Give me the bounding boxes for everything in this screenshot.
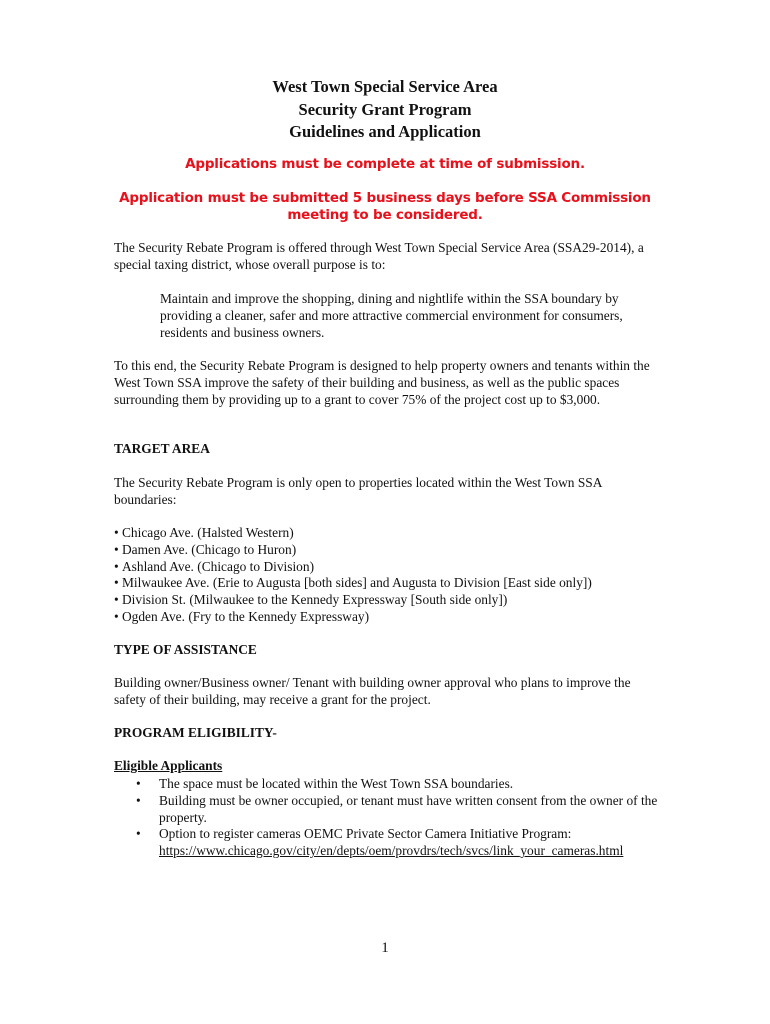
title-line-2: Security Grant Program <box>298 99 472 119</box>
camera-program-link[interactable]: https://www.chicago.gov/city/en/depts/oem/provdrs/tech/svcs/link_your_cameras.html <box>159 843 624 859</box>
list-item: • Building must be owner occupied, or tenant must have written consent from the owner of the property. <box>114 793 662 827</box>
list-item <box>114 826 662 860</box>
document-title <box>0 76 770 144</box>
list-item: • Division St. (Milwaukee to the Kennedy Expressway [South side only]) <box>114 592 662 609</box>
list-item: • Chicago Ave. (Halsted Western) <box>114 525 662 542</box>
assistance-heading: TYPE OF ASSISTANCE <box>114 642 257 657</box>
page-number: 1 <box>381 940 389 956</box>
eligibility-heading: PROGRAM ELIGIBILITY- <box>114 725 277 740</box>
title-line-3: Guidelines and Application <box>289 122 481 141</box>
list-item: • Milwaukee Ave. (Erie to Augusta [both sides] and Augusta to Division [East side only]) <box>114 575 662 592</box>
eligibility-list <box>114 776 662 860</box>
list-item: • Ogden Ave. (Fry to the Kennedy Expressway) <box>114 609 662 626</box>
street-list <box>114 525 662 626</box>
target-area-heading: TARGET AREA <box>114 441 210 456</box>
camera-program-text: Option to register cameras OEMC Private Sector Camera Initiative Program: <box>159 826 572 842</box>
purpose-paragraph: Maintain and improve the shopping, dining and nightlife within the SSA boundary by providing a cleaner, safer and more attractive commercial environment for consumers, residents and business owners. <box>160 291 623 340</box>
completeness-notice: Applications must be complete at time of submission. <box>185 156 585 172</box>
title-line-1: West Town Special Service Area <box>272 77 498 96</box>
list-item: • Damen Ave. (Chicago to Huron) <box>114 542 662 559</box>
list-item: • The space must be located within the West Town SSA boundaries. <box>114 776 662 793</box>
deadline-notice: Application must be submitted 5 business days before SSA Commission meeting to be considered. <box>119 190 651 223</box>
eligible-applicants-subheading: Eligible Applicants <box>114 758 223 773</box>
intro-paragraph: The Security Rebate Program is offered through West Town Special Service Area (SSA29-2014), a special taxing district, whose overall purpose is to: <box>114 240 644 272</box>
list-item: • Ashland Ave. (Chicago to Division) <box>114 559 662 576</box>
program-description: To this end, the Security Rebate Program is designed to help property owners and tenants within the West Town SSA improve the safety of their building and business, as well as the public spaces surrounding them by providing up to a grant to cover 75% of the project cost up to $3,000. <box>114 358 650 407</box>
target-area-text: The Security Rebate Program is only open to properties located within the West Town SSA boundaries: <box>114 475 602 507</box>
assistance-text: Building owner/Business owner/ Tenant with building owner approval who plans to improve the safety of their building, may receive a grant for the project. <box>114 675 631 707</box>
